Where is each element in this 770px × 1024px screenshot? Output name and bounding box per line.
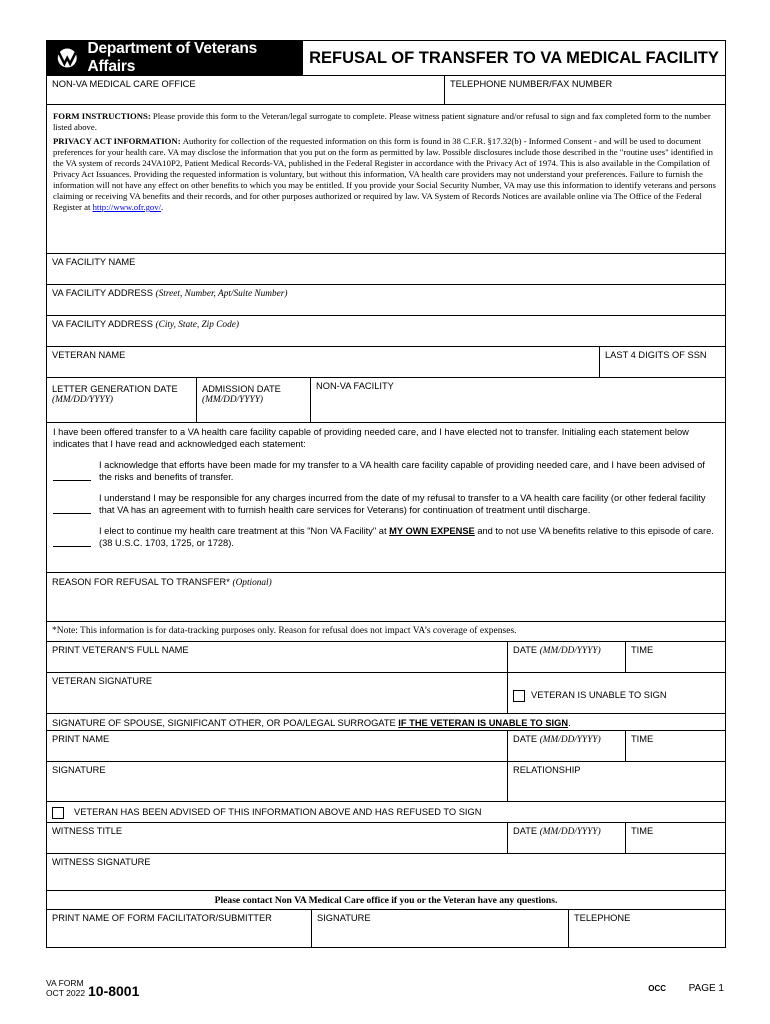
veteran-name-label: VETERAN NAME (52, 350, 126, 360)
facility-name-label: VA FACILITY NAME (52, 257, 136, 267)
veteran-signature-row (47, 672, 725, 713)
unable-to-sign-label: VETERAN IS UNABLE TO SIGN (531, 690, 667, 700)
advised-refused-label: VETERAN HAS BEEN ADVISED OF THIS INFORMATION ABOVE AND HAS REFUSED TO SIGN (74, 807, 482, 817)
witness-date-format: (MM/DD/YYYY) (539, 827, 601, 837)
note-row (47, 621, 725, 641)
form-header (47, 41, 725, 75)
ofr-link[interactable]: http://www.ofr.gov/ (92, 202, 162, 212)
unable-to-sign-option (508, 673, 725, 713)
facilitator-signature-field[interactable] (312, 910, 569, 947)
facilitator-telephone-field[interactable] (569, 910, 725, 947)
witness-advised-row (47, 801, 725, 822)
form-title: REFUSAL OF TRANSFER TO VA MEDICAL FACILITY (309, 48, 719, 67)
surrogate-name-field[interactable] (47, 731, 508, 761)
veteran-signature-field[interactable] (47, 673, 508, 713)
witness-signature-label: WITNESS SIGNATURE (52, 857, 151, 867)
witness-date-field[interactable] (508, 823, 626, 853)
reason-label: REASON FOR REFUSAL TO TRANSFER* (52, 577, 230, 587)
privacy-act-text: Authority for collection of the requested information on this form is found in 38 C.F.R. §17.32(b) - Informed Consent - and will be used to document preferences for your health care. VA may disclose the information that you put on the form as permitted by law. Possible disclosures include those described in the "routine uses" identified in the VA system of records 24VA10P2, Patient Medical Records-VA, published in the Federal Register in accordance with the Privacy Act of 1974. This is also available in the Compilation of Privacy Act Issuances. Providing the requested information is voluntary, but without this information, VA health care providers may not understand your preferences. Failure to furnish the information will not have any effect on other benefits to which you may be entitled. If you provide your Social Security Number, VA may use this information to identify veterans and persons claiming or receiving VA benefits and their records, and for other purposes authorized or required by law. VA System of Records Notices are available online via The Office of the Federal Register at (53, 136, 716, 212)
statement-2-text: I understand I may be responsible for any charges incurred from the date of my refusal to transfer to a VA health care facility (or other federal facility that VA has an agreement with to furnish health care services for Veterans) for continuation of treatment until discharge. (99, 493, 706, 515)
form-date: OCT 2022 (46, 988, 86, 998)
form-label: VA FORM (46, 978, 84, 988)
surrogate-time-label: TIME (631, 734, 654, 744)
department-banner (47, 41, 303, 75)
initial-line-2[interactable] (53, 513, 91, 514)
surrogate-date-label: DATE (513, 734, 538, 744)
statement-3 (53, 526, 719, 549)
facility-address-street-row (47, 284, 725, 315)
form-footer (46, 978, 726, 1008)
facilitator-name-label: PRINT NAME OF FORM FACILITATOR/SUBMITTER (52, 913, 272, 923)
facilitator-row (47, 909, 725, 947)
contact-row (47, 890, 725, 909)
relationship-field[interactable] (508, 762, 725, 801)
witness-time-field[interactable] (626, 823, 725, 853)
office-row (47, 75, 725, 104)
veteran-full-name-label: PRINT VETERAN'S FULL NAME (52, 645, 189, 655)
surrogate-signature-field[interactable] (47, 762, 508, 801)
admission-date-format: (MM/DD/YYYY) (202, 395, 263, 405)
witness-signature-row (47, 853, 725, 890)
veteran-print-row (47, 641, 725, 672)
witness-date-label: DATE (513, 826, 538, 836)
veteran-date-field[interactable] (508, 642, 626, 672)
statement-1 (53, 460, 719, 483)
privacy-act-end: . (161, 202, 164, 212)
witness-title-field[interactable] (47, 823, 508, 853)
admission-date-label: ADMISSION DATE (202, 384, 281, 394)
veteran-time-field[interactable] (626, 642, 725, 672)
facility-name-row (47, 253, 725, 284)
acknowledgement-block (47, 422, 725, 572)
non-va-office-field[interactable] (47, 76, 445, 104)
witness-time-label: TIME (631, 826, 654, 836)
surrogate-signature-row (47, 761, 725, 801)
surrogate-print-row (47, 730, 725, 761)
ssn-label: LAST 4 DIGITS OF SSN (605, 350, 707, 360)
facility-address-label: VA FACILITY ADDRESS (52, 288, 153, 298)
statement-3-part-b: and to not use VA benefits relative to this episode of care. (38 U.S.C. 1703, 1725, or 1728). (99, 526, 714, 548)
statement-1-text: I acknowledge that efforts have been made for my transfer to a VA health care facility capable of providing needed care, and I have been advised of the risks and benefits of transfer. (99, 460, 705, 482)
facilitator-signature-label: SIGNATURE (317, 913, 371, 923)
relationship-label: RELATIONSHIP (513, 765, 581, 775)
ssn-field[interactable] (600, 347, 725, 377)
surrogate-date-field[interactable] (508, 731, 626, 761)
form-instructions-heading: FORM INSTRUCTIONS: (53, 111, 151, 121)
own-expense-emphasis: MY OWN EXPENSE (389, 526, 475, 536)
facilitator-telephone-label: TELEPHONE (574, 913, 631, 923)
veteran-date-format: (MM/DD/YYYY) (539, 646, 601, 656)
va-seal-logo (53, 47, 81, 69)
dates-row (47, 377, 725, 422)
unable-to-sign-checkbox[interactable] (513, 690, 525, 702)
facilitator-name-field[interactable] (47, 910, 312, 947)
department-name: Department of Veterans Affairs (87, 40, 258, 75)
veteran-name-row (47, 346, 725, 377)
facility-address-city-field[interactable] (47, 316, 725, 346)
page-number: PAGE 1 (688, 983, 724, 994)
form-id-block (46, 978, 85, 998)
surrogate-date-format: (MM/DD/YYYY) (539, 735, 601, 745)
non-va-facility-label: NON-VA FACILITY (316, 381, 394, 391)
letter-date-field[interactable] (47, 378, 197, 422)
witness-title-label: WITNESS TITLE (52, 826, 123, 836)
witness-title-row (47, 822, 725, 853)
surrogate-heading (47, 714, 725, 730)
veteran-name-field[interactable] (47, 347, 600, 377)
veteran-date-label: DATE (513, 645, 538, 655)
initial-line-1[interactable] (53, 480, 91, 481)
surrogate-signature-label: SIGNATURE (52, 765, 106, 775)
non-va-facility-field[interactable] (311, 378, 725, 422)
veteran-time-label: TIME (631, 645, 654, 655)
facility-address-city-row (47, 315, 725, 346)
veteran-signature-label: VETERAN SIGNATURE (52, 676, 153, 686)
occ-label: OCC (648, 984, 666, 993)
phone-fax-label: TELEPHONE NUMBER/FAX NUMBER (450, 79, 613, 89)
non-va-office-label: NON-VA MEDICAL CARE OFFICE (52, 79, 196, 89)
surrogate-heading-emphasis: IF THE VETERAN IS UNABLE TO SIGN (398, 718, 569, 728)
city-hint: (City, State, Zip Code) (155, 320, 239, 330)
form-number: 10-8001 (88, 983, 140, 999)
phone-fax-field[interactable] (445, 76, 725, 104)
form-instructions-text: Please provide this form to the Veteran/legal surrogate to complete. Please witness patient signature and/or refusal to sign and fax completed form to the number listed above. (53, 111, 711, 132)
acknowledgement-intro: I have been offered transfer to a VA health care facility capable of providing needed care, and I have elected not to transfer. Initialing each statement below indicates that I have read and acknowledged each statement: (53, 427, 689, 449)
va-form (46, 40, 726, 948)
statement-3-part-a: I elect to continue my health care treatment at this "Non VA Facility" at (99, 526, 387, 536)
reason-row (47, 572, 725, 621)
surrogate-heading-row (47, 713, 725, 730)
letter-date-label: LETTER GENERATION DATE (52, 384, 178, 394)
reason-field[interactable] (47, 573, 725, 621)
reason-optional: (Optional) (232, 578, 272, 588)
surrogate-heading-end: . (568, 718, 571, 728)
statement-2 (53, 493, 719, 516)
facility-address-street-field[interactable] (47, 285, 725, 315)
facility-name-field[interactable] (47, 254, 725, 284)
advised-refused-checkbox[interactable] (52, 807, 64, 819)
statement-3-text (99, 526, 719, 549)
acknowledgement-content (47, 423, 725, 572)
privacy-act-heading: PRIVACY ACT INFORMATION: (53, 136, 181, 146)
initial-line-3[interactable] (53, 546, 91, 547)
surrogate-time-field[interactable] (626, 731, 725, 761)
witness-advised-option (47, 802, 725, 822)
note-text: *Note: This information is for data-tracking purposes only. Reason for refusal does not impact VA’s coverage of expenses. (52, 626, 517, 636)
facility-address-label-2: VA FACILITY ADDRESS (52, 319, 153, 329)
surrogate-name-label: PRINT NAME (52, 734, 110, 744)
instructions-block (47, 104, 725, 253)
street-hint: (Street, Number, Apt/Suite Number) (155, 289, 288, 299)
contact-text: Please contact Non VA Medical Care office if you or the Veteran have any questions. (214, 895, 558, 906)
witness-signature-field[interactable] (47, 854, 725, 890)
veteran-full-name-field[interactable] (47, 642, 508, 672)
letter-date-format: (MM/DD/YYYY) (52, 395, 113, 405)
admission-date-field[interactable] (197, 378, 311, 422)
instructions-text (47, 105, 725, 253)
surrogate-heading-text: SIGNATURE OF SPOUSE, SIGNIFICANT OTHER, OR POA/LEGAL SURROGATE (52, 718, 396, 728)
